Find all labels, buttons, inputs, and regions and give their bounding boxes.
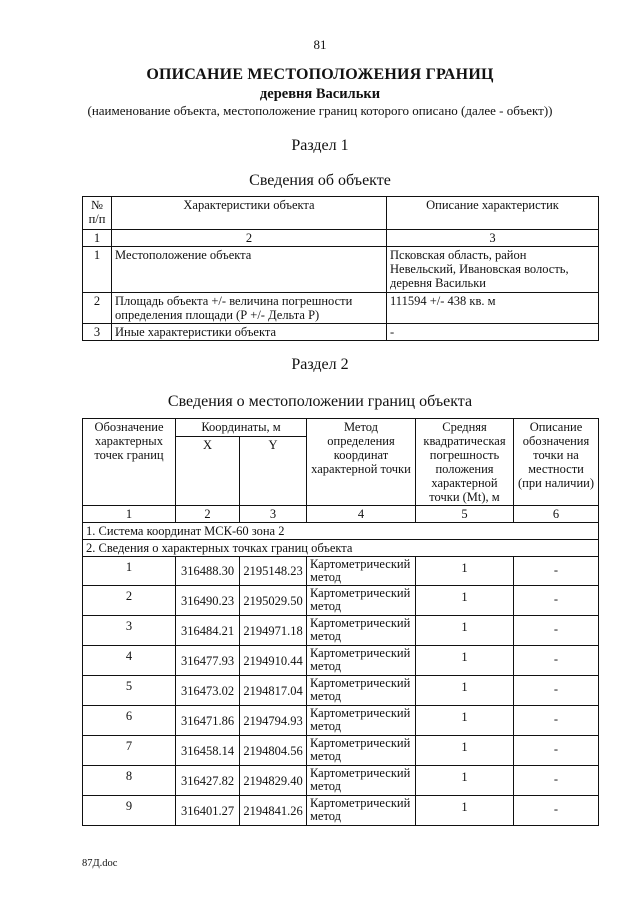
section1-title: Сведения об объекте (249, 172, 391, 189)
point-method: Картометрический метод (307, 796, 416, 826)
point-y: 2195029.50 (240, 586, 307, 616)
row-characteristic: Площадь объекта +/- величина погрешности определения площади (Р +/- Дельта Р) (112, 293, 387, 324)
section2-heading: Раздел 2 (291, 356, 349, 373)
section2-title: Сведения о местоположении границ объекта (167, 393, 473, 410)
point-x: 316484.21 (176, 616, 240, 646)
table-row (83, 616, 599, 646)
point-y: 2194829.40 (240, 766, 307, 796)
header-num: № п/п (83, 197, 112, 230)
point-y: 2194971.18 (240, 616, 307, 646)
point-y: 2194910.44 (240, 646, 307, 676)
point-error: 1 (416, 766, 514, 796)
point-error: 1 (416, 616, 514, 646)
footer-filename: 87Д.doc (82, 858, 118, 869)
col-number: 1 (83, 230, 112, 247)
col-number: 1 (83, 506, 176, 523)
point-number: 4 (83, 646, 176, 676)
header-error: Средняя квадратическая погрешность положения характерной точки (Mt), м (416, 419, 514, 506)
row-characteristic: Местоположение объекта (112, 247, 387, 293)
header-y: Y (240, 437, 307, 506)
table-row (83, 586, 599, 616)
row-description: Псковская область, район Невельский, Ивановская волость, деревня Васильки (387, 247, 599, 293)
point-error: 1 (416, 646, 514, 676)
point-x: 316488.30 (176, 557, 240, 586)
point-x: 316477.93 (176, 646, 240, 676)
point-description: - (514, 676, 599, 706)
point-y: 2194804.56 (240, 736, 307, 766)
point-method: Картометрический метод (307, 706, 416, 736)
object-name: деревня Васильки (259, 86, 381, 102)
point-description: - (514, 706, 599, 736)
row-num: 3 (83, 324, 112, 341)
point-number: 7 (83, 736, 176, 766)
point-number: 9 (83, 796, 176, 826)
point-error: 1 (416, 706, 514, 736)
table-row (83, 676, 599, 706)
table-row (83, 324, 599, 341)
page-number: 81 (313, 37, 327, 52)
point-number: 3 (83, 616, 176, 646)
col-number: 2 (176, 506, 240, 523)
header-method: Метод определения координат характерной точки (307, 419, 416, 506)
column-number-row (83, 506, 599, 523)
point-number: 8 (83, 766, 176, 796)
table-row (83, 706, 599, 736)
point-method: Картометрический метод (307, 616, 416, 646)
points-section: 2. Сведения о характерных точках границ объекта (83, 540, 599, 557)
section1-heading: Раздел 1 (291, 137, 349, 154)
col-number: 6 (514, 506, 599, 523)
point-number: 1 (83, 557, 176, 586)
point-method: Картометрический метод (307, 646, 416, 676)
col-number: 3 (240, 506, 307, 523)
table-row (83, 766, 599, 796)
header-coordinates: Координаты, м (176, 419, 307, 437)
point-error: 1 (416, 676, 514, 706)
point-method: Картометрический метод (307, 736, 416, 766)
point-error: 1 (416, 736, 514, 766)
point-x: 316471.86 (176, 706, 240, 736)
table-header-row (83, 197, 599, 230)
table-row (83, 557, 599, 586)
col-number: 3 (387, 230, 599, 247)
point-description: - (514, 616, 599, 646)
boundary-points-table (82, 418, 599, 826)
point-x: 316401.27 (176, 796, 240, 826)
point-description: - (514, 586, 599, 616)
object-note: (наименование объекта, местоположение границ которого описано (далее - объект)) (87, 103, 553, 118)
point-description: - (514, 557, 599, 586)
point-number: 6 (83, 706, 176, 736)
header-x: X (176, 437, 240, 506)
coordinate-system-row (83, 523, 599, 540)
table-row (83, 646, 599, 676)
table-row (83, 293, 599, 324)
document-title: ОПИСАНИЕ МЕСТОПОЛОЖЕНИЯ ГРАНИЦ (146, 66, 494, 83)
point-y: 2195148.23 (240, 557, 307, 586)
col-number: 4 (307, 506, 416, 523)
point-x: 316490.23 (176, 586, 240, 616)
point-error: 1 (416, 586, 514, 616)
coordinate-system: 1. Система координат МСК-60 зона 2 (83, 523, 599, 540)
point-y: 2194817.04 (240, 676, 307, 706)
point-x: 316458.14 (176, 736, 240, 766)
point-y: 2194794.93 (240, 706, 307, 736)
point-error: 1 (416, 557, 514, 586)
header-point-description: Описание обозначения точки на местности (при наличии) (514, 419, 599, 506)
point-description: - (514, 646, 599, 676)
row-num: 2 (83, 293, 112, 324)
header-point: Обозначение характерных точек границ (83, 419, 176, 506)
point-x: 316473.02 (176, 676, 240, 706)
point-method: Картометрический метод (307, 557, 416, 586)
table-row (83, 736, 599, 766)
row-description: 111594 +/- 438 кв. м (387, 293, 599, 324)
object-info-table (82, 196, 599, 341)
row-characteristic: Иные характеристики объекта (112, 324, 387, 341)
point-description: - (514, 736, 599, 766)
point-y: 2194841.26 (240, 796, 307, 826)
column-number-row (83, 230, 599, 247)
col-number: 2 (112, 230, 387, 247)
point-method: Картометрический метод (307, 676, 416, 706)
point-description: - (514, 796, 599, 826)
row-num: 1 (83, 247, 112, 293)
col-number: 5 (416, 506, 514, 523)
point-number: 5 (83, 676, 176, 706)
point-description: - (514, 766, 599, 796)
point-method: Картометрический метод (307, 586, 416, 616)
row-description: - (387, 324, 599, 341)
point-x: 316427.82 (176, 766, 240, 796)
table-row (83, 247, 599, 293)
point-error: 1 (416, 796, 514, 826)
table-header-row (83, 419, 599, 437)
header-characteristic: Характеристики объекта (112, 197, 387, 230)
point-method: Картометрический метод (307, 766, 416, 796)
table-row (83, 796, 599, 826)
point-number: 2 (83, 586, 176, 616)
header-description: Описание характеристик (387, 197, 599, 230)
points-section-row (83, 540, 599, 557)
